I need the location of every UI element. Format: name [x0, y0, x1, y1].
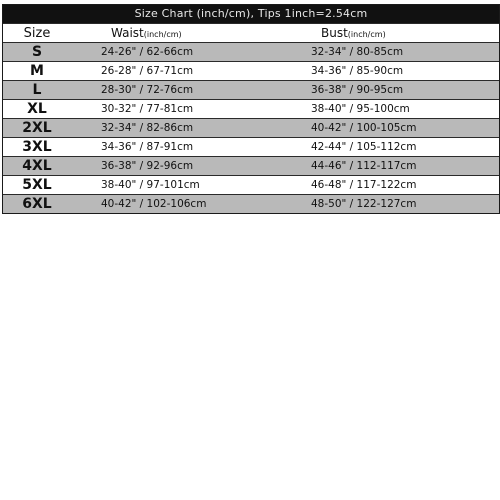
- waist-cell: 34-36" / 87-91cm: [101, 141, 194, 153]
- size-cell: XL: [27, 101, 47, 117]
- bust-cell: 38-40" / 95-100cm: [311, 103, 410, 115]
- table-row: [3, 118, 499, 137]
- waist-cell: 40-42" / 102-106cm: [101, 198, 207, 210]
- bust-cell: 46-48" / 117-122cm: [311, 179, 417, 191]
- size-chart-table: [2, 4, 500, 214]
- size-cell: 4XL: [22, 158, 52, 174]
- waist-cell: 26-28" / 67-71cm: [101, 65, 194, 77]
- table-row: [3, 42, 499, 61]
- size-cell: L: [32, 82, 42, 98]
- waist-cell: 32-34" / 82-86cm: [101, 122, 194, 134]
- bust-cell: 34-36" / 85-90cm: [311, 65, 404, 77]
- bust-cell: 32-34" / 80-85cm: [311, 46, 404, 58]
- table-row: [3, 156, 499, 175]
- size-cell: 3XL: [22, 139, 52, 155]
- table-row: [3, 99, 499, 118]
- bust-cell: 44-46" / 112-117cm: [311, 160, 417, 172]
- header-bust-label: Bust: [321, 26, 348, 40]
- size-cell: M: [30, 63, 44, 79]
- table-header-row: [3, 23, 499, 42]
- header-waist-unit: (inch/cm): [143, 30, 182, 39]
- waist-cell: 28-30" / 72-76cm: [101, 84, 194, 96]
- header-bust-unit: (inch/cm): [347, 30, 386, 39]
- table-row: [3, 137, 499, 156]
- size-cell: 2XL: [22, 120, 52, 136]
- waist-cell: 24-26" / 62-66cm: [101, 46, 194, 58]
- table-row: [3, 80, 499, 99]
- bust-cell: 36-38" / 90-95cm: [311, 84, 404, 96]
- waist-cell: 30-32" / 77-81cm: [101, 103, 194, 115]
- header-waist: [71, 26, 281, 40]
- size-cell: 6XL: [22, 196, 52, 212]
- table-row: [3, 61, 499, 80]
- header-size: Size: [23, 25, 51, 41]
- header-bust: [281, 26, 499, 40]
- bust-cell: 48-50" / 122-127cm: [311, 198, 417, 210]
- bust-cell: 42-44" / 105-112cm: [311, 141, 417, 153]
- header-waist-label: Waist: [111, 26, 144, 40]
- size-chart-title: Size Chart (inch/cm), Tips 1inch=2.54cm: [3, 5, 499, 23]
- bust-cell: 40-42" / 100-105cm: [311, 122, 417, 134]
- waist-cell: 38-40" / 97-101cm: [101, 179, 200, 191]
- table-row: [3, 175, 499, 194]
- size-cell: S: [31, 44, 43, 60]
- size-cell: 5XL: [22, 177, 52, 193]
- waist-cell: 36-38" / 92-96cm: [101, 160, 194, 172]
- table-row: [3, 194, 499, 213]
